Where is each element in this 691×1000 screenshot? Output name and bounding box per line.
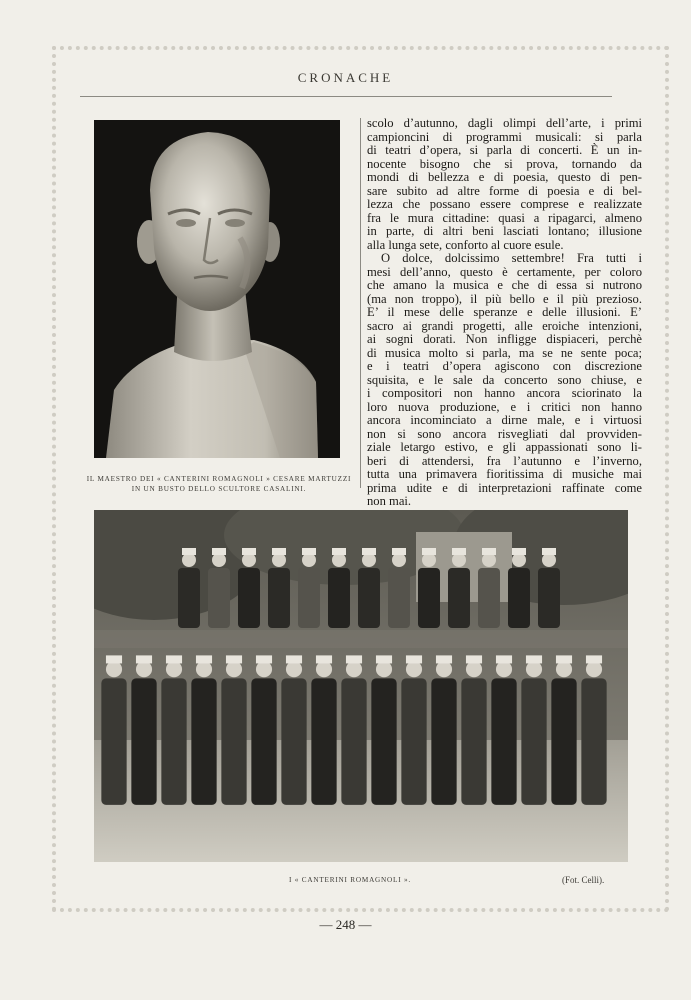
article-line: fra le mura cittadine: quasi a ripagarci, almeno	[367, 210, 642, 225]
group-photo-caption: I « CANTERINI ROMAGNOLI ».	[288, 876, 411, 884]
article-line: di teatri d’opera, si parla di concerti. È un in-	[367, 143, 642, 157]
article-line: in parte, di altri beni lasciati lontano; illusione	[367, 224, 642, 238]
article-line: (ma non troppo), il più bello e il più prezioso.	[367, 291, 642, 306]
column-rule	[360, 118, 361, 488]
header-rule	[80, 96, 612, 97]
article-line: che amano la musica e che di essa si nutrono	[367, 278, 642, 292]
group-photo	[94, 510, 628, 862]
bust-caption-line: IN UN BUSTO DELLO SCULTORE CASALINI.	[131, 485, 307, 493]
bust-caption-line: IL MAESTRO DEI « CANTERINI ROMAGNOLI » CESARE MARTUZZI	[86, 475, 352, 483]
article-line: scolo d’autunno, dagli olimpi dell’arte, i primi	[367, 116, 642, 130]
article-line: lezza che possano essere comprese e realizzate	[367, 197, 642, 211]
page-number: — 248 —	[319, 917, 372, 932]
article-line: ancora incominciato a dirne male, e i virtuosi	[367, 413, 642, 427]
article-line: nocente bisogno che si prova, tornando da	[367, 156, 642, 171]
article-line: non si sono ancora risvegliati dal provviden-	[367, 426, 642, 441]
article-text	[367, 117, 642, 509]
article-line: beri di attendersi, fra l’autunno e l’inverno,	[367, 453, 642, 468]
article-line: i compositori non hanno ancora sciorinato la	[367, 386, 642, 400]
article-line: e i teatri d’opera agiscono con discrezione	[367, 359, 642, 373]
article-line: sacro ai grandi progetti, alle eroiche intenzioni,	[367, 318, 642, 333]
article-line: loro nuova produzione, e i critici non hanno	[367, 399, 642, 414]
article-line: di musica molto si parla, ma se ne sente poca;	[367, 345, 642, 360]
article-line: E’ il mese delle speranze e delle illusioni. E’	[367, 305, 642, 319]
article-line: alla lunga sete, conforto al cuore esule.	[367, 237, 564, 252]
bust-photo	[94, 120, 340, 458]
running-head: CRONACHE	[297, 70, 394, 85]
article-line: mesi dell’anno, questo è certamente, per coloro	[367, 264, 642, 279]
group-photo-illustration	[94, 510, 628, 862]
article-line: ai sogni dorati. Non infligge dispiaceri, perchè	[367, 332, 642, 346]
photo-credit: (Fot. Celli).	[562, 875, 605, 885]
bust-photo-illustration	[94, 120, 340, 458]
article-line: campioncini di programmi musicali: si parla	[367, 129, 642, 144]
article-line: non mai.	[367, 494, 412, 508]
bust-photo-caption	[86, 474, 352, 494]
article-line: tutta una primavera fioritissima di musiche mai	[367, 467, 642, 481]
article-line: O dolce, dolcissimo settembre! Fra tutti i	[381, 251, 642, 265]
article-line: sare subito ad altre forme di poesia e di bel-	[367, 183, 642, 198]
article-line: mondi di bellezza e di poesia, questo di pen-	[367, 170, 642, 184]
article-line: ziale letargo estivo, e gli appassionati sono li-	[367, 440, 642, 454]
article-line: squisita, e le sale da concerto sono chiuse, e	[367, 372, 642, 387]
article-line: prima udite e di interpretazioni raffinate come	[367, 480, 642, 495]
